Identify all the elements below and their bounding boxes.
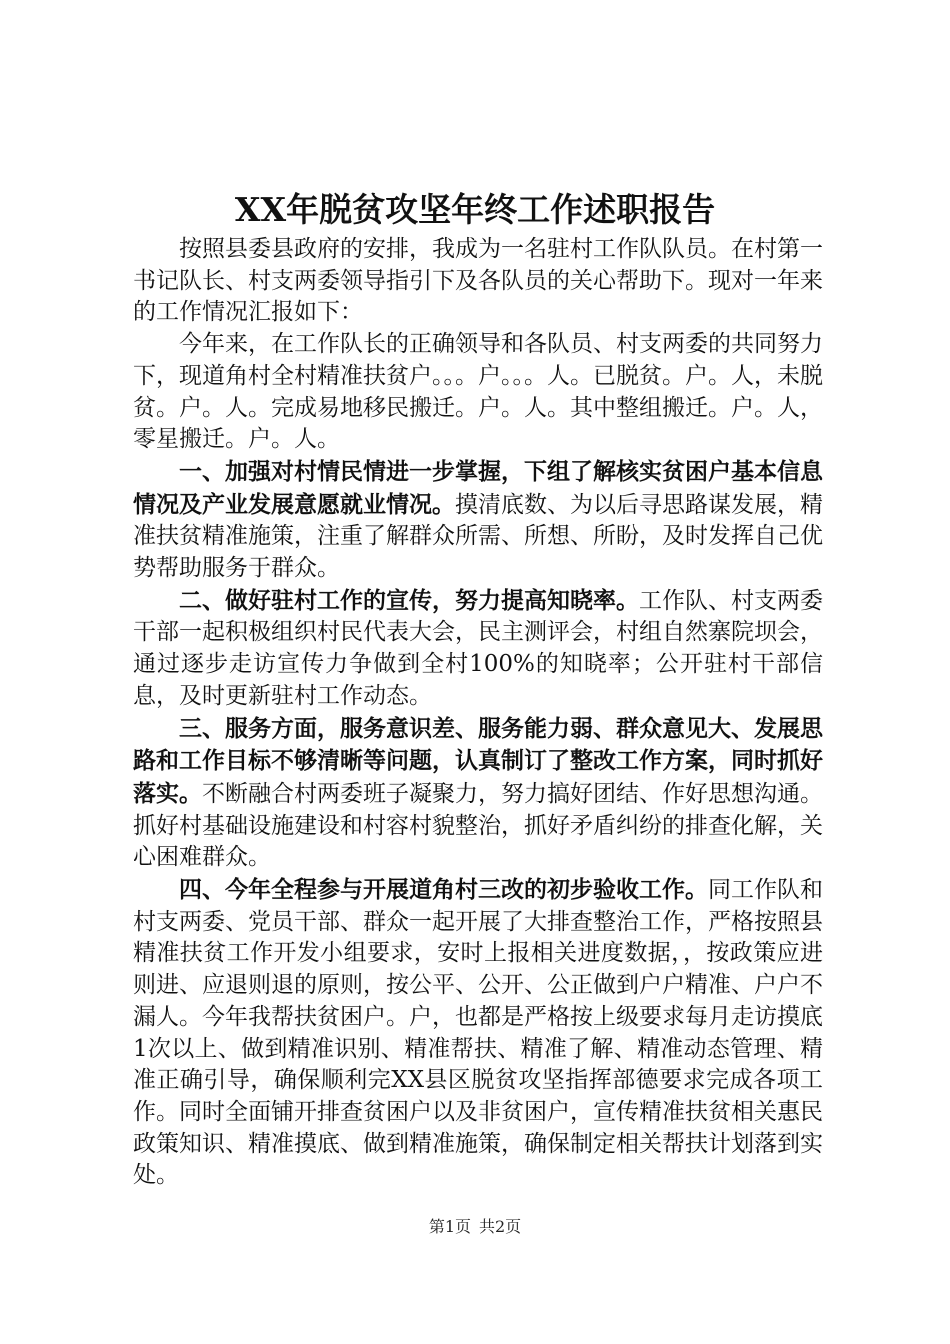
paragraph-text: 工作队、村支两委干部一起积极组织村民代表大会，民主测评会，村组自然寨院坝会，通过逐步走访宣传力争做到全村100%的知晓率；公开驻村干部信息，及时更新驻村工作动态。	[133, 587, 823, 709]
paragraph-section-4	[133, 874, 823, 1192]
paragraph-intro	[133, 234, 823, 329]
page-number: 第1页	[428, 1217, 471, 1236]
paragraph-section-1	[133, 456, 823, 585]
section-heading: 一、加强对村情民情进一步掌握，下组了解核实贫困户基本信息情况及产业发展意愿就业情况。	[133, 457, 823, 518]
section-heading: 四、今年全程参与开展道角村三改的初步验收工作。	[179, 876, 708, 904]
paragraph-text: 今年来，在工作队长的正确领导和各队员、村支两委的共同努力下，现道角村全村精准扶贫户。。。户。。。人。已脱贫。户。人，未脱贫。户。人。完成易地移民搬迁。户。人。其中整组搬迁。户。人，零星搬迁。户。人。	[133, 331, 823, 453]
page-footer	[0, 1216, 950, 1238]
section-heading: 三、服务方面，服务意识差、服务能力弱、群众意见大、发展思路和工作目标不够清晰等问题，认真制订了整改工作方案，同时抓好落实。	[133, 714, 823, 807]
paragraph-text: 按照县委县政府的安排，我成为一名驻村工作队队员。在村第一书记队长、村支两委领导指引下及各队员的关心帮助下。现对一年来的工作情况汇报如下：	[133, 236, 823, 326]
paragraph-text: 不断融合村两委班子凝聚力，努力搞好团结、作好思想沟通。抓好村基础设施建设和村容村貌整治，抓好矛盾纠纷的排查化解，关心困难群众。	[133, 780, 823, 871]
document-body	[133, 234, 823, 1192]
paragraph-summary	[133, 329, 823, 456]
paragraph-section-2	[133, 585, 823, 713]
page-total: 共2页	[479, 1217, 522, 1236]
paragraph-text: 摸清底数、为以后寻思路谋发展，精准扶贫精准施策，注重了解群众所需、所想、所盼，及时发挥自己优势帮助服务于群众。	[133, 491, 823, 582]
paragraph-section-3	[133, 713, 823, 875]
section-heading: 二、做好驻村工作的宣传，努力提高知晓率。	[179, 586, 639, 614]
document-title: XX年脱贫攻坚年终工作述职报告	[234, 190, 716, 229]
paragraph-text: 同工作队和村支两委、党员干部、群众一起开展了大排查整治工作，严格按照县精准扶贫工作开发小组要求，安时上报相关进度数据，，按政策应进则进、应退则退的原则，按公平、公开、公正做到户户精准、户户不漏人。今年我帮扶贫困户。户，也都是严格按上级要求每月走访摸底1次以上、做到精准识别、精准帮扶、精准了解、精准动态管理、精准正确引导，确保顺利完XX县区脱贫攻坚指挥部德要求完成各项工作。同时全面铺开排查贫困户以及非贫困户，宣传精准扶贫相关惠民政策知识、精准摸底、做到精准施策，确保制定相关帮扶计划落到实处。	[133, 877, 823, 1189]
